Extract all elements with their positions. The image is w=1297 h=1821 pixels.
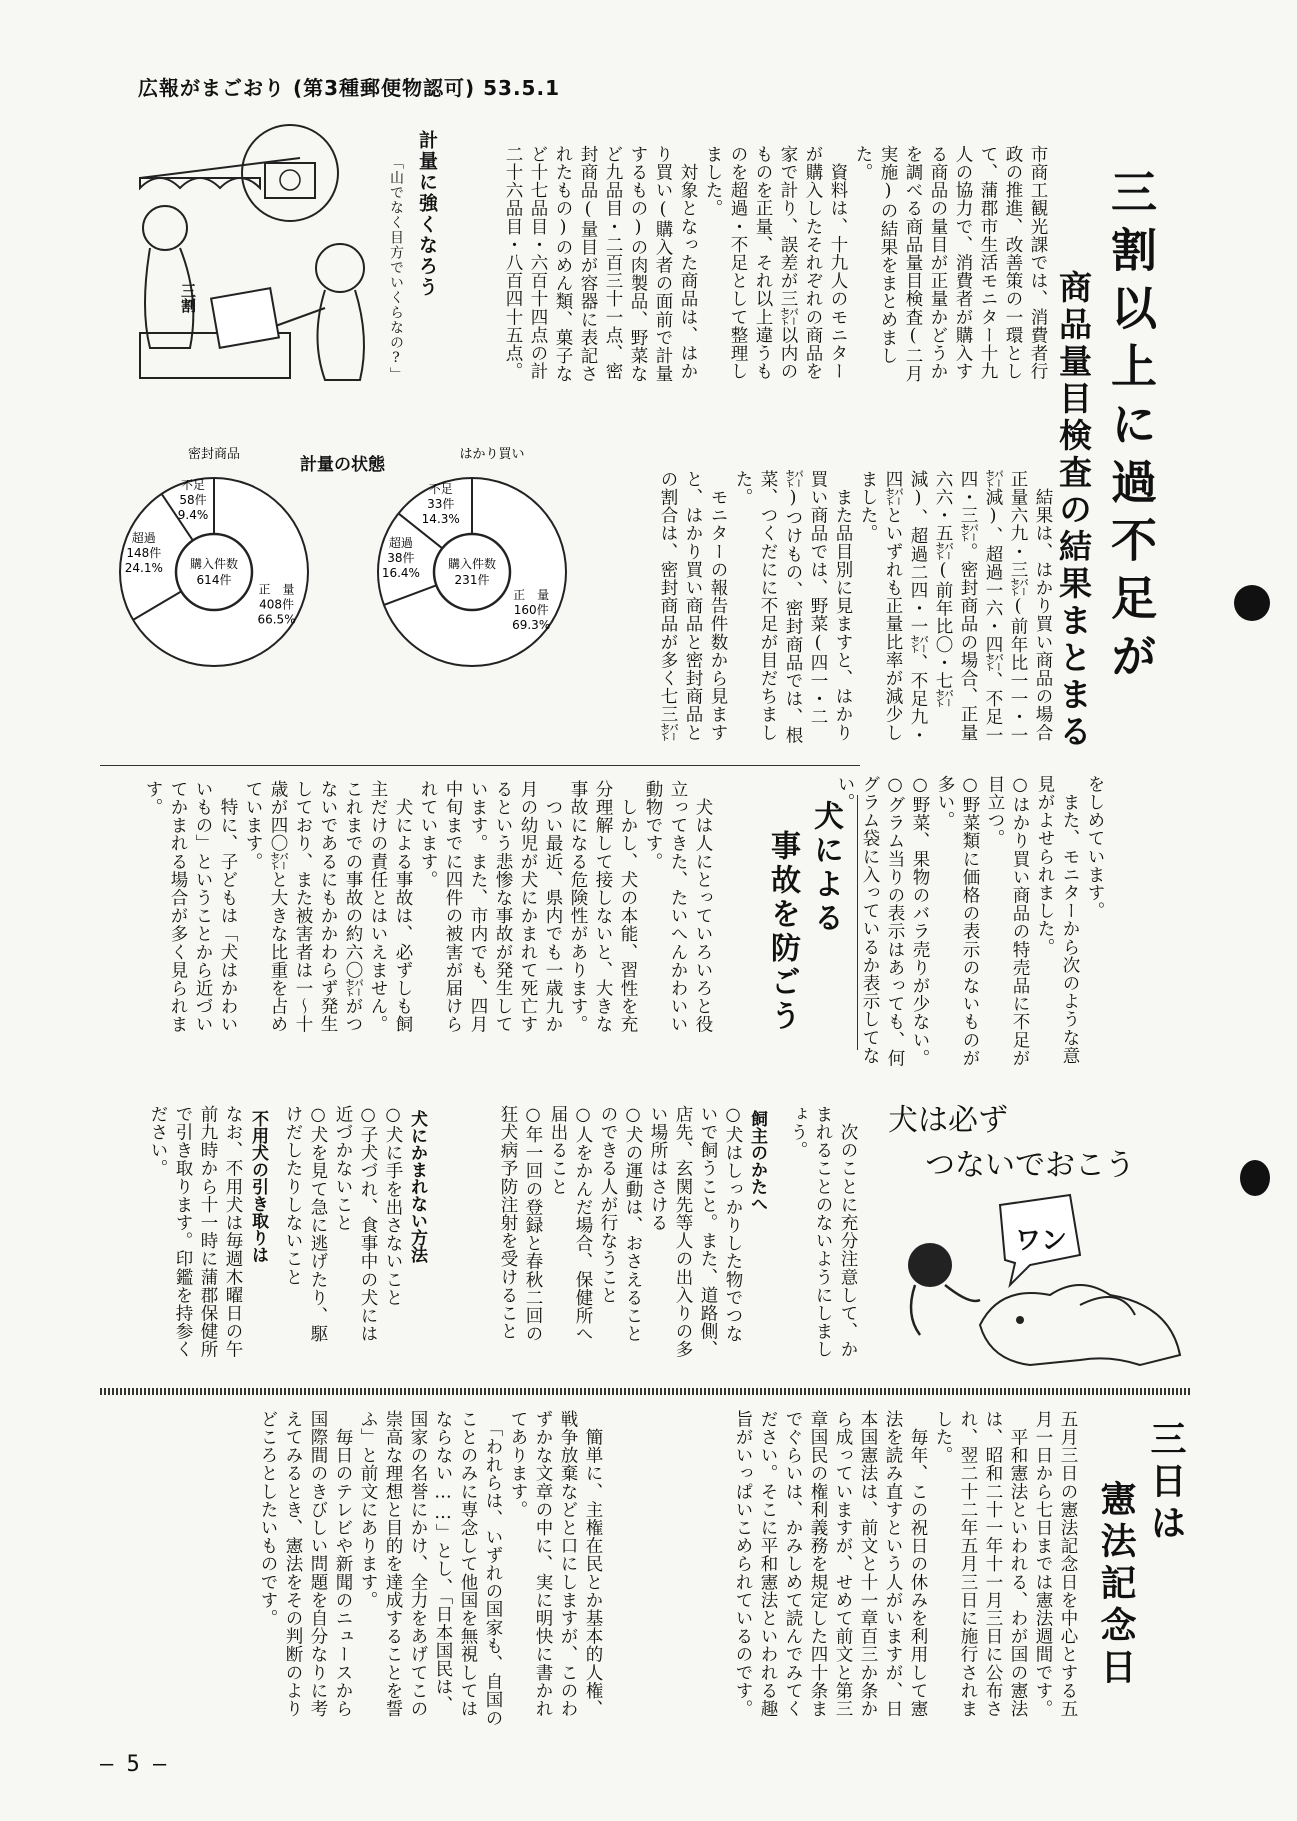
pie-label-percent: 66.5% (257, 612, 296, 627)
dotted-separator (100, 1388, 1192, 1395)
scale-shop-cartoon (120, 118, 380, 388)
measure-column-1: 市商工観光課では、消費者行政の推進、改善策の一環として、蒲郡市生活モニター十九人の協力で、消費者が購入する商品の量目が正量かどうかを調べる商品量目検査(二月実施)の結果をまとめました。 資料は、十九人のモニターが購入したそれぞれの商品を家で計り、誤差が三㌫以内のものを正量、それ以上違うものを超過・不足として整理しました。 対象となった商品は、はかり買い(購入者の面前で計量するもの)の肉製品、野菜など九品目・二百三十一点、密封商品(量目が容器に表記されたもの)のめん類、菓子など十七品目・六百十四点の計二十六品目・八百四十五点。 (503, 145, 1048, 383)
masthead: 広報がまごおり (第3種郵便物認可) 53.5.1 (138, 76, 560, 100)
measure-column-3: をしめています。 また、モニターから次のような意見がよせられました。 ○はかり買い商品の特売品に不足が目立つ。 ○野菜類に価格の表示のないものが多い。 ○野菜、果物のバラ売りが少ない。 ○グラム当りの表示はあっても、何グラム袋に入っているか表示してない。 (835, 775, 1105, 1068)
dog-cartoon-caption-2: つないでおこう (925, 1148, 1135, 1183)
headline-constitution-1: 三日は (1145, 1420, 1186, 1546)
pie-center (176, 534, 252, 610)
dog-cartoon-caption-1: 犬は必ず (888, 1103, 1008, 1138)
constitution-column-2: 簡単に、主権在民とか基本的人権、戦争放棄などと口にしますが、このわずかな文章の中に、実に明快に書かれてあります。 「われらは、いずれの国家も、自国のことのみに専念して他国を無視してはならない……」とし、「日本国民は、国家の名誉にかけ、全力をあげてこの崇高な理想と目的を達成することを誓ふ」と前文にあります。 毎日のテレビや新聞のニュースから国際間のきびしい問題を自分なりに考えてみるとき、憲法をその判断のよりどころとしたいものです。 (258, 1410, 603, 1728)
pie-center-label: 購入件数 (447, 557, 497, 571)
pie-center-value: 231件 (454, 573, 490, 587)
pie-label-name: 正 量 (513, 588, 550, 603)
pie-label-count: 33件 (427, 497, 455, 512)
unwanted-heading: 不用犬の引き取りは (248, 1110, 268, 1263)
dogs-intro: 次のことに充分注意して、かまれることのないようにしましょう。 (788, 1105, 858, 1359)
pie-label-name: 不足 (181, 478, 206, 493)
pie-label-percent: 16.4% (381, 565, 420, 580)
dogs-headline-divider (857, 795, 858, 1050)
shopkeeper-illustration (143, 206, 187, 250)
scale-illustration (242, 125, 338, 221)
headline-constitution-2: 憲法記念日 (1095, 1480, 1136, 1690)
page-number: — 5 — (100, 1752, 167, 1777)
subheadline-measure: 商品量目検査の結果まとまる (1054, 270, 1093, 751)
customer-illustration (316, 244, 364, 292)
pie-center-label: 購入件数 (189, 557, 239, 571)
headline-measure: 三割以上に過不足が (1104, 168, 1158, 690)
constitution-column-1: 五月三日の憲法記念日を中心とする五月一日から七日までは憲法週間です。 平和憲法といわれる、わが国の憲法は、昭和二十一年十一月三日に公布され、翌二十二年五月三日に施行されました。 毎年、この祝日の休みを利用して憲法を読み直すという人がいますが、日本国憲法は、前文と十一章百三か条から成っていますが、せめて前文と第三章国民の権利義務を規定した四十条までぐらいは、かみしめて読んでみてください。そこに平和憲法といわれる趣旨がいっぱいこめられているのです。 (733, 1410, 1078, 1718)
pie-label-percent: 14.3% (421, 512, 460, 527)
child-illustration (908, 1243, 952, 1287)
headline-dogs-1: 犬による (808, 800, 843, 936)
pie-center (434, 534, 510, 610)
unwanted-text: なお、不用犬は毎週木曜日の午前九時から十一時に蒲郡保健所で引き取ります。印鑑を持参ください。 (148, 1105, 243, 1359)
pie-label-percent: 24.1% (124, 561, 163, 576)
chart-section-title: 計量の状態 (300, 455, 385, 475)
cartoon-sign-label: 三割 (179, 283, 197, 313)
avoid-heading: 犬にかまれない方法 (407, 1110, 427, 1263)
pie-label-name: 超過 (388, 535, 413, 550)
pie-label-count: 148件 (126, 546, 162, 561)
pie-label-count: 160件 (513, 603, 549, 618)
speech-bubble-text: ワン (1015, 1226, 1068, 1256)
pie-label-name: 不足 (428, 482, 453, 497)
punch-hole-mark (1234, 585, 1270, 621)
chart-title-sealed: 密封商品 (187, 447, 241, 462)
section-divider-mid (100, 765, 860, 766)
dog-cartoon (880, 1095, 1190, 1375)
sealed-goods-chart (94, 440, 324, 680)
cartoon-caption: 「山でなく目方でいくらなの?」 (388, 155, 404, 382)
pie-center-value: 614件 (196, 573, 232, 587)
cartoon-title: 計量に強くなろう (416, 130, 438, 298)
pie-label-count: 408件 (259, 597, 294, 612)
punch-hole-mark (1240, 1160, 1270, 1196)
pie-label-count: 58件 (179, 493, 207, 508)
owner-heading: 飼主のかたへ (747, 1110, 767, 1212)
pie-label-count: 38件 (387, 550, 415, 565)
headline-dogs-2: 事故を防ごう (765, 830, 800, 1034)
pie-label-percent: 9.4% (177, 508, 209, 523)
avoid-items: ○犬に手を出さないこと ○子犬づれ、食事中の犬には近づかないこと ○犬を見て急に逃げたり、駆けだしたりしないこと (283, 1105, 403, 1343)
pie-label-percent: 69.3% (512, 618, 551, 633)
weighed-goods-chart (362, 440, 602, 680)
dog-illustration (980, 1285, 1180, 1365)
dogs-column-a: 犬は人にとっていろいろと役立ってきた、たいへんかわいい動物です。 しかし、犬の本能、習性を充分理解して接しないと、大きな事故になる危険性があります。 つい最近、県内でも一歳九か月の幼児が犬にかまれて死亡するという悲惨な事故が発生しています。また、市内でも、四月中旬までに四件の被害が届けられています。 犬による事故は、必ずしも飼主だけの責任とはいえません。これまでの事故の約六〇㌫がつないであるにもかかわらず発生しており、また被害者は一～十歳が四〇㌫と大きな比重を占めています。 特に、子どもは「犬はかわいいもの」ということから近づいてかまれる場合が多く見られます。 (143, 780, 713, 1034)
pie-label-name: 正 量 (258, 582, 295, 597)
owner-items: ○犬はしっかりした物でつないで飼うこと。また、道路側、店先、玄関先等人の出入りの多い場所はさける ○犬の運動は、おさえることのできる人が行なうこと ○人をかんだ場合、保健所へ届出ること ○年一回の登録と春秋二回の狂犬病予防注射を受けること (498, 1105, 743, 1359)
measure-column-2: 結果は、はかり買い商品の場合正量六九・三㌫(前年比一一・一㌫減)、超過一六・四㌫、不足一四・三㌫。密封商品の場合、正量六六・五㌫(前年比〇・七㌫減)、超過二四・一㌫、不足九・四㌫といずれも正量比率が減少しました。 また品目別に見ますと、はかり買い商品では、野菜(四一・二㌫)つけもの、密封商品では、根菜、つくだにに不足が目だちました。 モニターの報告件数から見ますと、はかり買い商品と密封商品との割合は、密封商品が多く七三㌫ (658, 470, 1053, 744)
chart-title-weighed: はかり買い (459, 447, 525, 462)
pie-label-name: 超過 (131, 531, 156, 546)
